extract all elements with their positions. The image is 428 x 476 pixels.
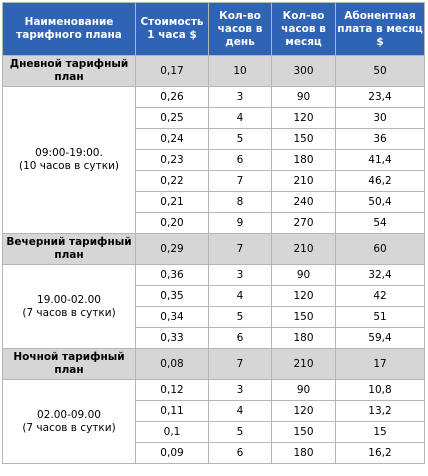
time-range: 09:00-19:00. <box>35 147 103 159</box>
hours-month-cell: 150 <box>272 307 336 328</box>
plan-row <box>3 349 425 380</box>
hours-day-cell: 4 <box>209 108 272 129</box>
price-cell: 0,26 <box>136 87 209 108</box>
header-hours-per-month: Кол-во часов в месяц <box>272 3 336 56</box>
tariff-table <box>2 2 425 464</box>
hours-month-cell: 150 <box>272 422 336 443</box>
fee-cell: 42 <box>336 286 425 307</box>
price-cell: 0,25 <box>136 108 209 129</box>
price-cell: 0,22 <box>136 171 209 192</box>
plan-fee: 17 <box>336 349 425 380</box>
plan-name: Дневной тарифный план <box>3 56 136 87</box>
plan-hours-day: 7 <box>209 349 272 380</box>
fee-cell: 54 <box>336 213 425 234</box>
time-range: 02.00-09.00 <box>37 408 101 421</box>
time-range-note: (10 часов в сутки) <box>18 160 120 172</box>
time-range: 19.00-02.00 <box>37 293 101 306</box>
hours-month-cell: 90 <box>272 87 336 108</box>
plan-name: Вечерний тарифный план <box>3 234 136 265</box>
hours-month-cell: 90 <box>272 380 336 401</box>
hours-day-cell: 8 <box>209 192 272 213</box>
fee-cell: 10,8 <box>336 380 425 401</box>
price-cell: 0,11 <box>136 401 209 422</box>
fee-cell: 16,2 <box>336 443 425 464</box>
hours-day-cell: 5 <box>209 129 272 150</box>
plan-name: Ночной тарифный план <box>3 349 136 380</box>
header-hours-per-day: Кол-во часов в день <box>209 3 272 56</box>
price-cell: 0,23 <box>136 150 209 171</box>
hours-month-cell: 150 <box>272 129 336 150</box>
hours-day-cell: 3 <box>209 265 272 286</box>
plan-row <box>3 56 425 87</box>
header-monthly-fee: Абонентная плата в месяц $ <box>336 3 425 56</box>
plan-hours-month: 300 <box>272 56 336 87</box>
plan-hours-month: 210 <box>272 349 336 380</box>
price-cell: 0,12 <box>136 380 209 401</box>
plan-fee: 50 <box>336 56 425 87</box>
header-row <box>3 3 425 56</box>
fee-cell: 41,4 <box>336 150 425 171</box>
fee-cell: 50,4 <box>336 192 425 213</box>
hours-month-cell: 270 <box>272 213 336 234</box>
price-cell: 0,35 <box>136 286 209 307</box>
hours-month-cell: 120 <box>272 286 336 307</box>
plan-price: 0,29 <box>136 234 209 265</box>
hours-day-cell: 6 <box>209 328 272 349</box>
hours-month-cell: 210 <box>272 171 336 192</box>
hours-day-cell: 7 <box>209 171 272 192</box>
price-cell: 0,09 <box>136 443 209 464</box>
price-cell: 0,24 <box>136 129 209 150</box>
hours-day-cell: 6 <box>209 443 272 464</box>
hours-day-cell: 9 <box>209 213 272 234</box>
price-cell: 0,1 <box>136 422 209 443</box>
table-row <box>3 87 425 108</box>
fee-cell: 23,4 <box>336 87 425 108</box>
hours-day-cell: 5 <box>209 307 272 328</box>
plan-price: 0,17 <box>136 56 209 87</box>
time-range-cell <box>3 380 136 464</box>
fee-cell: 59,4 <box>336 328 425 349</box>
plan-price: 0,08 <box>136 349 209 380</box>
price-cell: 0,36 <box>136 265 209 286</box>
hours-month-cell: 120 <box>272 108 336 129</box>
hours-month-cell: 180 <box>272 150 336 171</box>
hours-day-cell: 4 <box>209 286 272 307</box>
hours-day-cell: 3 <box>209 380 272 401</box>
hours-day-cell: 6 <box>209 150 272 171</box>
price-cell: 0,33 <box>136 328 209 349</box>
hours-day-cell: 5 <box>209 422 272 443</box>
price-cell: 0,34 <box>136 307 209 328</box>
table-row <box>3 265 425 286</box>
hours-month-cell: 180 <box>272 328 336 349</box>
time-range-cell <box>3 265 136 349</box>
header-price-per-hour: Стоимость 1 часа $ <box>136 3 209 56</box>
price-cell: 0,20 <box>136 213 209 234</box>
fee-cell: 13,2 <box>336 401 425 422</box>
plan-fee: 60 <box>336 234 425 265</box>
plan-hours-month: 210 <box>272 234 336 265</box>
fee-cell: 30 <box>336 108 425 129</box>
header-plan-name: Наименование тарифного плана <box>3 3 136 56</box>
time-range-cell <box>3 87 136 234</box>
hours-day-cell: 3 <box>209 87 272 108</box>
time-range-note: (7 часов в сутки) <box>22 421 116 434</box>
fee-cell: 15 <box>336 422 425 443</box>
hours-month-cell: 90 <box>272 265 336 286</box>
hours-day-cell: 4 <box>209 401 272 422</box>
fee-cell: 51 <box>336 307 425 328</box>
plan-hours-day: 7 <box>209 234 272 265</box>
plan-hours-day: 10 <box>209 56 272 87</box>
fee-cell: 36 <box>336 129 425 150</box>
hours-month-cell: 180 <box>272 443 336 464</box>
hours-month-cell: 240 <box>272 192 336 213</box>
price-cell: 0,21 <box>136 192 209 213</box>
plan-row <box>3 234 425 265</box>
table-row <box>3 380 425 401</box>
time-range-note: (7 часов в сутки) <box>22 306 116 319</box>
hours-month-cell: 120 <box>272 401 336 422</box>
fee-cell: 46,2 <box>336 171 425 192</box>
fee-cell: 32,4 <box>336 265 425 286</box>
